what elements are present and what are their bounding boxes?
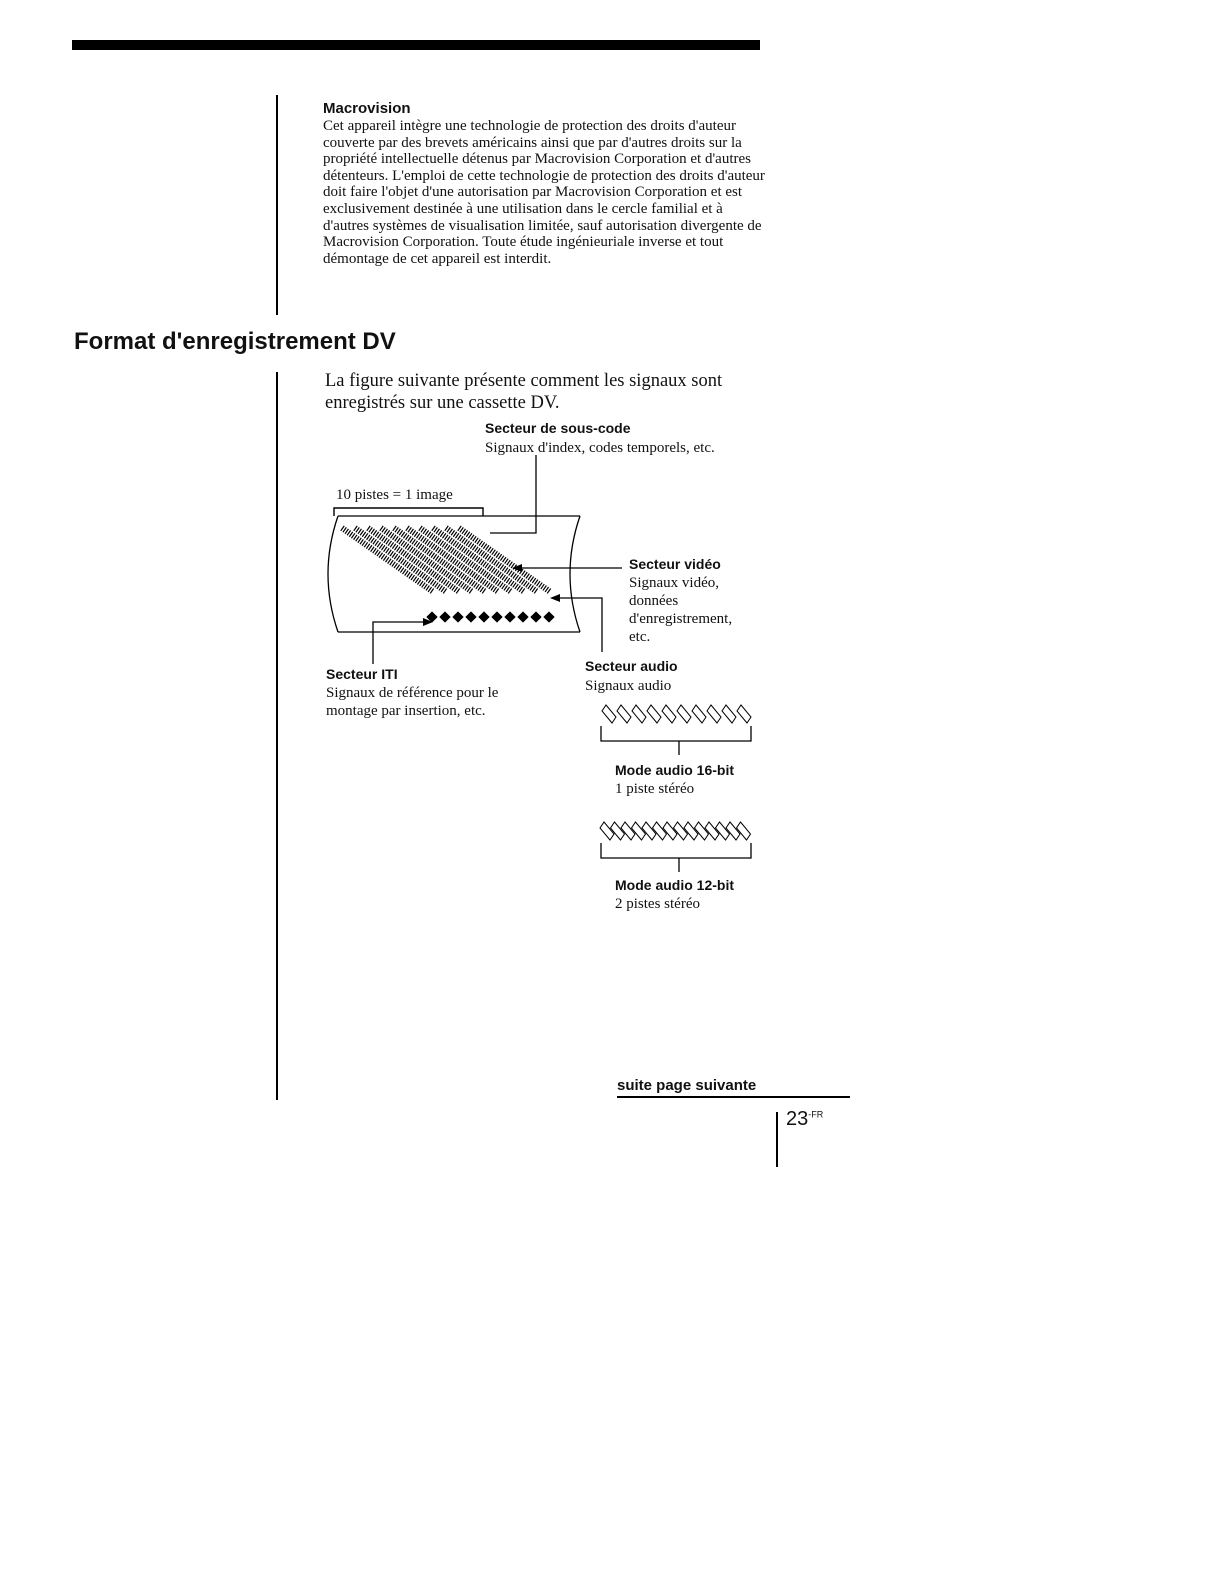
mode12-track-symbol: [621, 822, 635, 840]
mode12-track-symbol: [695, 822, 709, 840]
section-intro: La figure suivante présente comment les signaux sont enregistrés sur une cassette DV.: [325, 371, 723, 413]
mode12-track-symbol: [611, 822, 625, 840]
video-line-4: etc.: [629, 629, 651, 645]
iti-diamond: [517, 611, 528, 622]
iti-diamond: [543, 611, 554, 622]
mode12-track-symbol: [632, 822, 646, 840]
track-stripe: [459, 528, 549, 591]
track-stripe: [394, 528, 484, 591]
mode16-title: Mode audio 16-bit: [615, 762, 734, 778]
iti-diamond: [530, 611, 541, 622]
track-stripe: [355, 528, 445, 591]
audio-mode-symbols: [600, 705, 751, 840]
audio-desc: Signaux audio: [585, 678, 672, 694]
mode16-track-symbol: [647, 705, 661, 723]
iti-diamond: [452, 611, 463, 622]
mode16-track-symbol: [737, 705, 751, 723]
mode12-title: Mode audio 12-bit: [615, 877, 734, 893]
video-title: Secteur vidéo: [629, 556, 721, 572]
mode12-track-symbol: [705, 822, 719, 840]
macrovision-title: Macrovision: [323, 100, 411, 117]
mode16-track-symbol: [722, 705, 736, 723]
page-number-suffix: -FR: [808, 1109, 824, 1120]
video-line-1: Signaux vidéo,: [629, 575, 719, 591]
mode12-track-symbol: [684, 822, 698, 840]
iti-diamond: [478, 611, 489, 622]
track-stripe: [342, 528, 432, 591]
iti-diamond: [465, 611, 476, 622]
mode12-track-symbol: [674, 822, 688, 840]
mode16-track-symbol: [677, 705, 691, 723]
mode12-track-symbol: [642, 822, 656, 840]
track-stripe: [446, 528, 536, 591]
page-number: [786, 1108, 823, 1131]
continued-label: suite page suivante: [617, 1077, 757, 1094]
section-title: Format d'enregistrement DV: [74, 328, 396, 355]
mode16-desc: 1 piste stéréo: [615, 781, 695, 797]
mode12-track-symbol: [600, 822, 614, 840]
mode12-track-symbol: [737, 822, 751, 840]
video-line-3: d'enregistrement,: [629, 611, 733, 627]
audio-title: Secteur audio: [585, 658, 678, 674]
mode16-track-symbol: [602, 705, 616, 723]
mode12-track-symbol: [726, 822, 740, 840]
macrovision-body: Cet appareil intègre une technologie de protection des droits d'auteur couverte par des brevets américains ainsi que par d'autres droits sur la propriété intellectuelle détenus par Macrovision Corporation et d'autres détenteurs. L'emploi de cette technologie de protection des droits d'auteur doit faire l'objet d'une autorisation par Macrovision Corporation et est exclusivement destinée à une utilisation dans le cercle familial et à d'autres systèmes de visualisation limitée, sauf autorisation divergente de Macrovision Corporation. Toute étude ingénieuriale inverse et tout démontage de cet appareil est interdit.: [323, 118, 765, 267]
tape-tracks: [342, 528, 555, 623]
iti-line-2: montage par insertion, etc.: [326, 703, 486, 719]
iti-diamond: [491, 611, 502, 622]
track-stripe: [381, 528, 471, 591]
mode16-track-symbol: [707, 705, 721, 723]
mode12-track-symbol: [716, 822, 730, 840]
mode16-track-symbol: [632, 705, 646, 723]
mode12-desc: 2 pistes stéréo: [615, 896, 700, 912]
page-number-value: 23: [786, 1108, 809, 1130]
page-number-rule: [776, 1112, 778, 1167]
track-stripe: [420, 528, 510, 591]
mode12-track-symbol: [653, 822, 667, 840]
track-stripe: [407, 528, 497, 591]
subcode-title: Secteur de sous-code: [485, 420, 631, 436]
iti-diamond: [504, 611, 515, 622]
iti-line-1: Signaux de référence pour le: [326, 685, 499, 701]
mode12-track-symbol: [663, 822, 677, 840]
tracks-label: 10 pistes = 1 image: [336, 487, 453, 503]
continued-rule: [617, 1096, 850, 1098]
iti-diamond: [439, 611, 450, 622]
mode16-track-symbol: [692, 705, 706, 723]
video-line-2: données: [629, 593, 679, 609]
mode16-track-symbol: [662, 705, 676, 723]
subcode-desc: Signaux d'index, codes temporels, etc.: [485, 440, 715, 456]
track-stripe: [433, 528, 523, 591]
track-stripe: [368, 528, 458, 591]
mode16-track-symbol: [617, 705, 631, 723]
iti-title: Secteur ITI: [326, 666, 398, 682]
